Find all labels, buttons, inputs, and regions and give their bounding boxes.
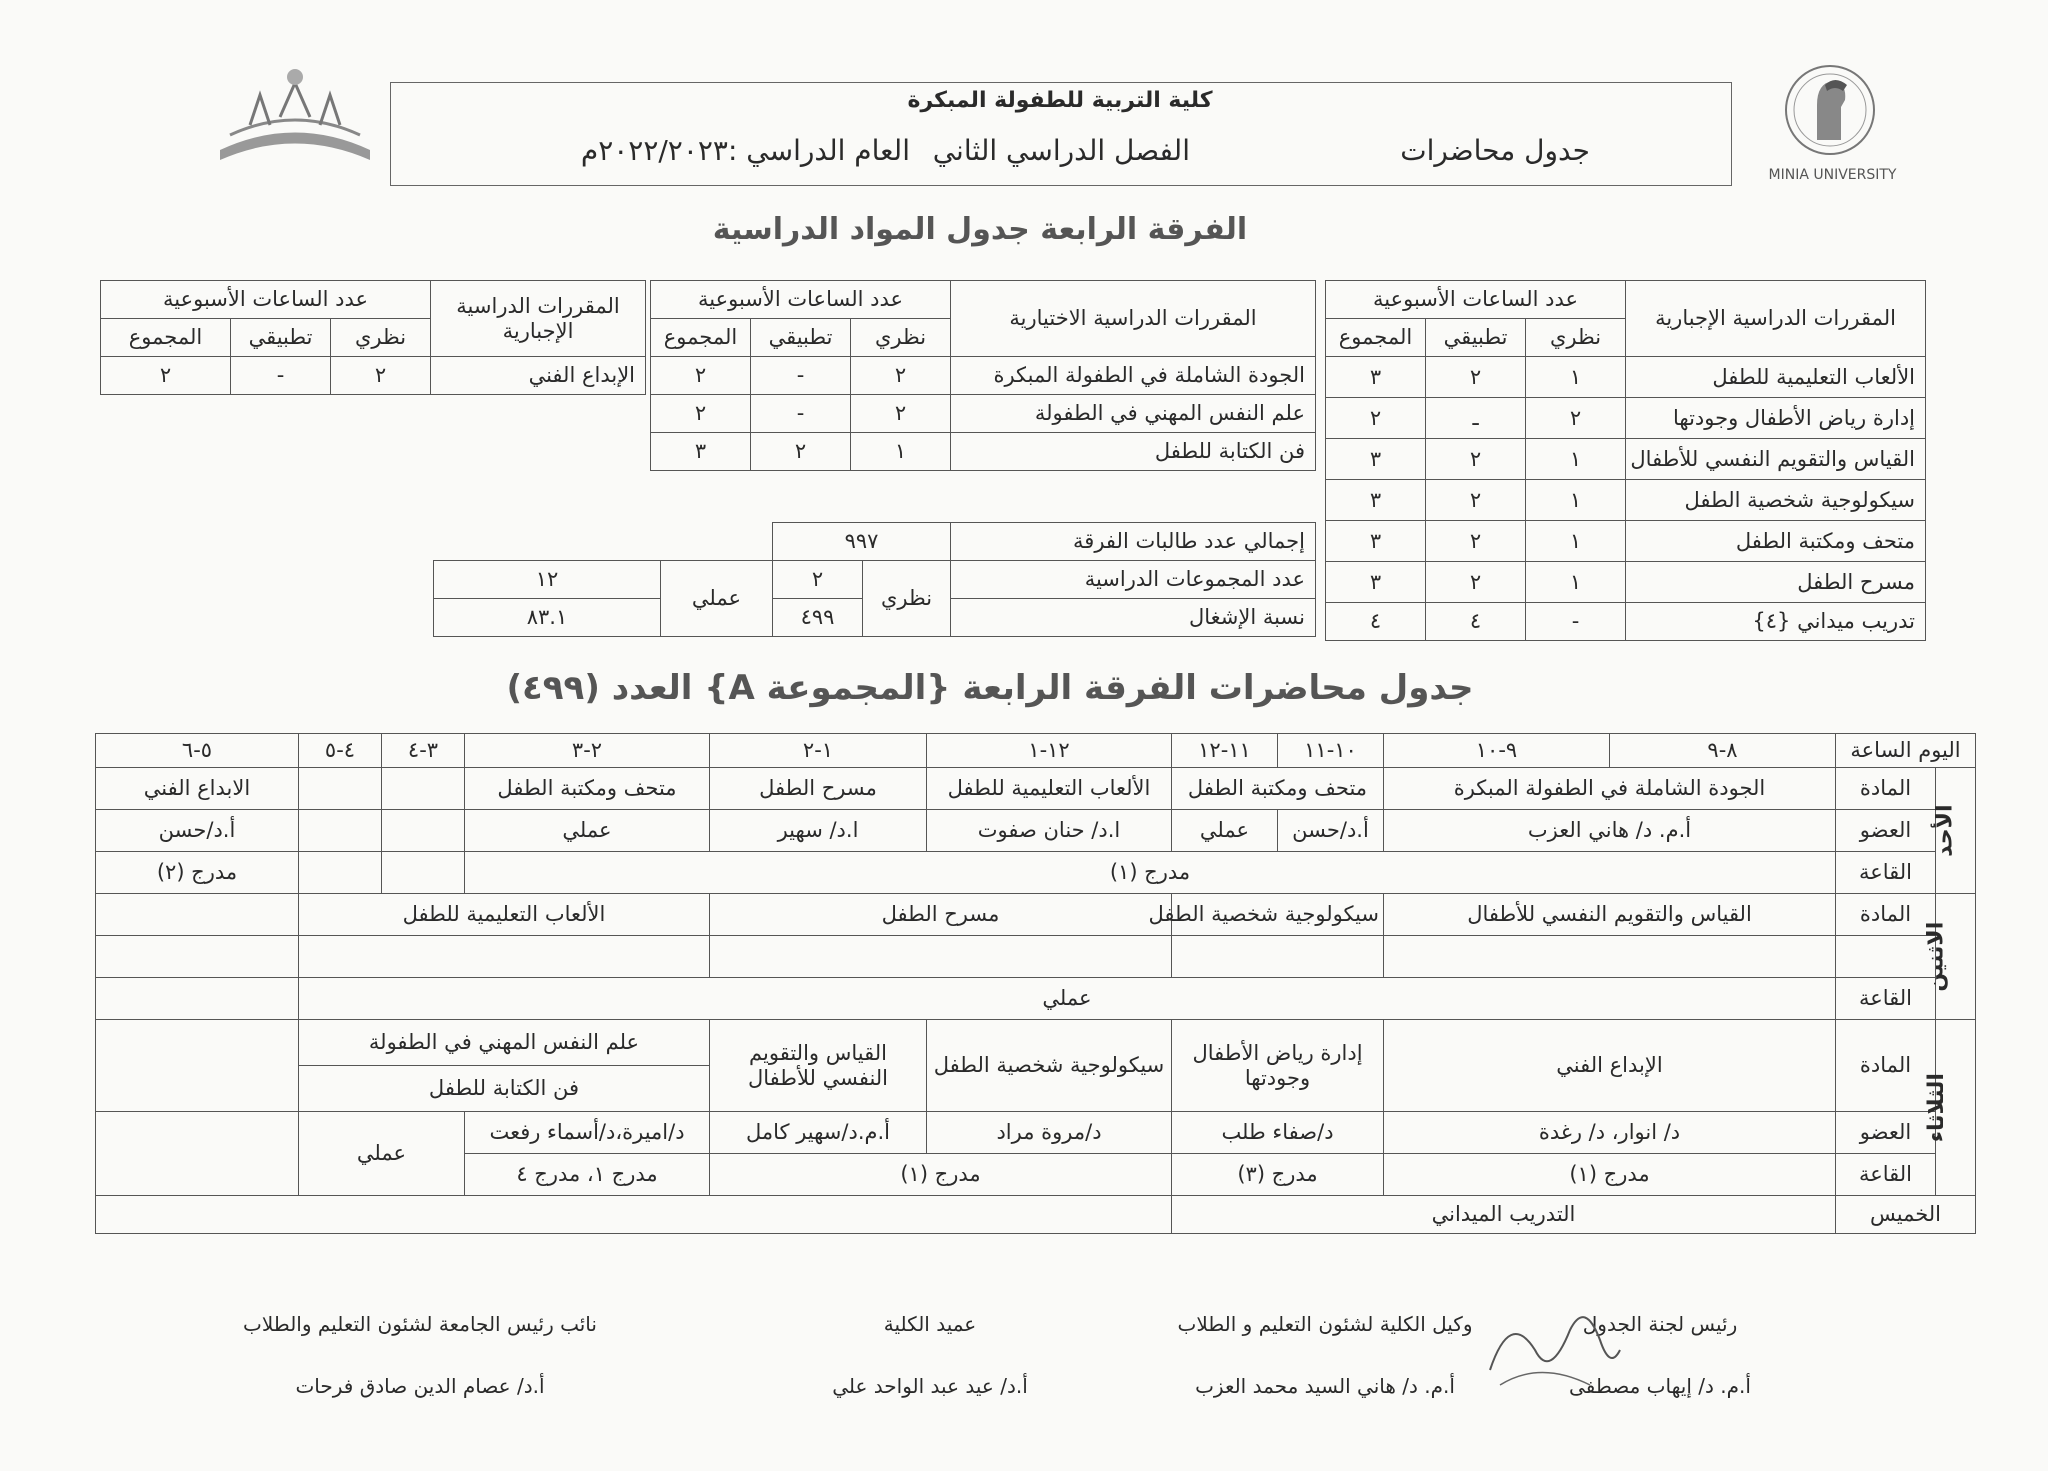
signature-name: أ.د/ عصام الدين صادق فرحات: [295, 1374, 545, 1398]
col-theory: نظري: [851, 319, 951, 357]
schedule-cell: د/اميرة،د/أسماء رفعت: [465, 1112, 710, 1154]
theory-hours: ٢: [331, 357, 431, 395]
monday-hall-row: [96, 978, 1976, 1020]
schedule-title: جدول محاضرات الفرقة الرابعة {المجموعة A} العدد (٤٩٩): [506, 668, 1474, 708]
schedule-cell: [96, 1112, 299, 1196]
practical-hours: -: [751, 395, 851, 433]
signature-title: عميد الكلية: [883, 1312, 977, 1336]
subject-name: القياس والتقويم النفسي للأطفال: [1626, 439, 1926, 480]
table-row: [1326, 521, 1926, 562]
schedule-cell: الألعاب التعليمية للطفل: [927, 768, 1172, 810]
theory-label: نظري: [863, 561, 951, 637]
faculty-name: كلية التربية للطفولة المبكرة: [907, 88, 1213, 113]
table-row: [1326, 439, 1926, 480]
subject-name: مسرح الطفل: [1626, 562, 1926, 603]
schedule-cell: [299, 810, 382, 852]
total-hours: ٢: [1326, 398, 1426, 439]
schedule-cell: [96, 1196, 1172, 1234]
practical-hours: ٢: [1426, 521, 1526, 562]
row-label-hall: القاعة: [1836, 978, 1936, 1020]
monday-subject-row: [96, 894, 1976, 936]
schedule-cell: متحف ومكتبة الطفل: [1172, 768, 1384, 810]
table-row: [651, 357, 1316, 395]
occupancy-label: نسبة الإشغال: [951, 599, 1316, 637]
col-practical: تطبيقي: [231, 319, 331, 357]
hours-header: عدد الساعات الأسبوعية: [101, 281, 431, 319]
sunday-hall-row: [96, 852, 1976, 894]
subjects-title: الفرقة الرابعة جدول المواد الدراسية: [712, 212, 1248, 247]
schedule-cell: القياس والتقويم النفسي للأطفال: [710, 1020, 927, 1112]
subject-name: الألعاب التعليمية للطفل: [1626, 357, 1926, 398]
row-label-subject: المادة: [1836, 768, 1936, 810]
schedule-cell: أ.د/حسن: [1278, 810, 1384, 852]
practical-hours: ٢: [751, 433, 851, 471]
schedule-cell: [299, 1020, 710, 1112]
schedule-cell: الجودة الشاملة في الطفولة المبكرة: [1384, 768, 1836, 810]
groups-practical: ١٢: [434, 561, 661, 599]
schedule-cell: [1384, 936, 1836, 978]
schedule-cell: الإبداع الفني: [1384, 1020, 1836, 1112]
handwritten-signature: [1480, 1290, 1630, 1410]
elective-header: المقررات الدراسية الاختيارية: [951, 281, 1316, 357]
schedule-cell: [96, 1020, 299, 1112]
total-hours: ٢: [651, 395, 751, 433]
mandatory-left-header: المقررات الدراسية الإجبارية: [431, 281, 646, 357]
col-total: المجموع: [651, 319, 751, 357]
schedule-cell: [299, 936, 710, 978]
groups-label: عدد المجموعات الدراسية: [951, 561, 1316, 599]
occupancy-practical: ٨٣.١: [434, 599, 661, 637]
row-label-hall: القاعة: [1836, 852, 1936, 894]
day-thursday: الخميس: [1836, 1196, 1976, 1234]
theory-hours: ١: [1526, 562, 1626, 603]
subject-name: تدريب ميداني {٤}: [1626, 603, 1926, 641]
row-label-hall: القاعة: [1836, 1154, 1936, 1196]
total-hours: ٣: [1326, 562, 1426, 603]
day-time-header: اليوم الساعة: [1836, 734, 1976, 768]
schedule-cell: ا.د/ حنان صفوت: [927, 810, 1172, 852]
theory-hours: ٢: [1526, 398, 1626, 439]
total-hours: ٤: [1326, 603, 1426, 641]
schedule-cell: [299, 852, 382, 894]
row-label-member: العضو: [1836, 1112, 1936, 1154]
schedule-cell: أ.م.د/سهير كامل: [710, 1112, 927, 1154]
schedule-cell: مسرح الطفل: [710, 894, 1172, 936]
schedule-cell: مدرج (٣): [1172, 1154, 1384, 1196]
practical-label: عملي: [661, 561, 773, 637]
total-hours: ٣: [1326, 521, 1426, 562]
total-hours: ٣: [1326, 439, 1426, 480]
schedule-cell: التدريب الميداني: [1172, 1196, 1836, 1234]
total-hours: ٣: [1326, 480, 1426, 521]
schedule-cell: مدرج (٢): [96, 852, 299, 894]
table-row: [651, 433, 1316, 471]
slot-header: ١١-١٢: [1172, 734, 1278, 768]
table-row: [1326, 398, 1926, 439]
schedule-cell: [382, 768, 465, 810]
table-row: [101, 357, 646, 395]
slot-header: ٢-٣: [465, 734, 710, 768]
hours-header: عدد الساعات الأسبوعية: [1326, 281, 1626, 319]
total-hours: ٢: [651, 357, 751, 395]
theory-hours: ١: [1526, 480, 1626, 521]
monday-empty-row: [96, 936, 1976, 978]
total-hours: ٣: [1326, 357, 1426, 398]
slot-header: ١-٢: [710, 734, 927, 768]
semester-label: الفصل الدراسي الثاني: [932, 134, 1190, 167]
slot-header: ٩-١٠: [1384, 734, 1610, 768]
academic-year: العام الدراسي :٢٠٢٢/٢٠٢٣م: [580, 134, 910, 167]
tuesday-s5-subject-a: علم النفس المهني في الطفولة: [299, 1020, 709, 1066]
table-row: [1326, 357, 1926, 398]
schedule-cell: [710, 936, 1172, 978]
schedule-cell: [96, 978, 299, 1020]
hours-header: عدد الساعات الأسبوعية: [651, 281, 951, 319]
subject-name: متحف ومكتبة الطفل: [1626, 521, 1926, 562]
theory-hours: ٢: [851, 357, 951, 395]
subject-name: فن الكتابة للطفل: [951, 433, 1316, 471]
schedule-cell: د/مروة مراد: [927, 1112, 1172, 1154]
row-label-subject: المادة: [1836, 1020, 1936, 1112]
schedule-cell: مدرج (١): [710, 1154, 1172, 1196]
slot-header: ١٠-١١: [1278, 734, 1384, 768]
schedule-cell: أ.د/حسن: [96, 810, 299, 852]
slot-header: ٨-٩: [1610, 734, 1836, 768]
schedule-cell: متحف ومكتبة الطفل: [465, 768, 710, 810]
subject-name: إدارة رياض الأطفال وجودتها: [1626, 398, 1926, 439]
day-tuesday: الثلاثاء: [1936, 1020, 1976, 1196]
students-label: إجمالي عدد طالبات الفرقة: [951, 523, 1316, 561]
schedule-cell: عملي: [465, 810, 710, 852]
row-label-subject: المادة: [1836, 894, 1936, 936]
mandatory-left-table: [100, 280, 646, 395]
signature-title: وكيل الكلية لشئون التعليم و الطلاب: [1177, 1312, 1473, 1336]
theory-hours: ٢: [851, 395, 951, 433]
day-monday: الاثنين: [1936, 894, 1976, 1020]
subject-name: الجودة الشاملة في الطفولة المبكرة: [951, 357, 1316, 395]
schedule-cell: مدرج (١): [1384, 1154, 1836, 1196]
signature-block: [1140, 1312, 1510, 1398]
schedule-cell: مسرح الطفل: [710, 768, 927, 810]
signature-block: [760, 1312, 1100, 1398]
col-theory: نظري: [331, 319, 431, 357]
schedule-cell: مدرج (١): [465, 852, 1836, 894]
schedule-cell: الابداع الفني: [96, 768, 299, 810]
col-total: المجموع: [1326, 319, 1426, 357]
total-hours: ٣: [651, 433, 751, 471]
groups-theory: ٢: [773, 561, 863, 599]
day-sunday: الأحد: [1936, 768, 1976, 894]
slot-header: ١٢-١: [927, 734, 1172, 768]
slot-header: ٣-٤: [382, 734, 465, 768]
elective-subjects-table: [650, 280, 1316, 471]
sunday-subject-row: [96, 768, 1976, 810]
theory-hours: ١: [1526, 439, 1626, 480]
col-theory: نظري: [1526, 319, 1626, 357]
col-practical: تطبيقي: [1426, 319, 1526, 357]
theory-hours: ١: [1526, 521, 1626, 562]
schedule-cell: د/صفاء طلب: [1172, 1112, 1384, 1154]
tuesday-member-row: [96, 1112, 1976, 1154]
slot-header: ٤-٥: [299, 734, 382, 768]
signature-name: أ.م. د/ إيهاب مصطفى: [1569, 1374, 1751, 1398]
theory-hours: ١: [851, 433, 951, 471]
stats-table: [433, 522, 1316, 637]
mandatory-header: المقررات الدراسية الإجبارية: [1626, 281, 1926, 357]
schedule-cell: عملي: [1172, 810, 1278, 852]
schedule-cell: سيكولوجية شخصية الطفل: [927, 1020, 1172, 1112]
theory-hours: ١: [1526, 357, 1626, 398]
mandatory-subjects-table: [1325, 280, 1926, 641]
schedule-cell: القياس والتقويم النفسي للأطفال: [1384, 894, 1836, 936]
signature-title: رئيس لجنة الجدول: [1582, 1312, 1738, 1336]
schedule-cell: الألعاب التعليمية للطفل: [299, 894, 710, 936]
row-label-member: العضو: [1836, 810, 1936, 852]
thursday-row: [96, 1196, 1976, 1234]
table-row: [1326, 480, 1926, 521]
total-hours: ٢: [101, 357, 231, 395]
schedule-cell: سيكولوجية شخصية الطفل: [1172, 894, 1384, 936]
signature-name: أ.د/ عيد عبد الواحد علي: [832, 1374, 1028, 1398]
subject-name: سيكولوجية شخصية الطفل: [1626, 480, 1926, 521]
table-row: [1326, 603, 1926, 641]
signature-title: نائب رئيس الجامعة لشئون التعليم والطلاب: [243, 1312, 597, 1336]
practical-hours: ـ: [1426, 398, 1526, 439]
schedule-cell: أ.م. د/ هاني العزب: [1384, 810, 1836, 852]
schedule-cell: [96, 894, 299, 936]
table-row: [651, 395, 1316, 433]
schedule-cell: عملي: [299, 978, 1836, 1020]
schedule-cell: د/ انوار، د/ رغدة: [1384, 1112, 1836, 1154]
theory-hours: -: [1526, 603, 1626, 641]
schedule-cell: [382, 852, 465, 894]
signature-block: [200, 1312, 640, 1398]
practical-hours: ٢: [1426, 562, 1526, 603]
schedule-cell: مدرج ١، مدرج ٤: [465, 1154, 710, 1196]
practical-hours: ٢: [1426, 439, 1526, 480]
schedule-cell: [1172, 936, 1384, 978]
practical-hours: -: [751, 357, 851, 395]
faculty-logo: [200, 55, 390, 185]
practical-hours: -: [231, 357, 331, 395]
students-value: ٩٩٧: [773, 523, 951, 561]
subject-name: الإبداع الفني: [431, 357, 646, 395]
signature-name: أ.م. د/ هاني السيد محمد العزب: [1195, 1374, 1455, 1398]
col-practical: تطبيقي: [751, 319, 851, 357]
tuesday-subject-row: [96, 1020, 1976, 1112]
practical-hours: ٢: [1426, 357, 1526, 398]
minia-university-logo: [1755, 55, 1905, 185]
slot-header: ٥-٦: [96, 734, 299, 768]
sunday-member-row: [96, 810, 1976, 852]
schedule-cell: عملي: [299, 1112, 465, 1196]
schedule-cell: [299, 768, 382, 810]
schedule-cell: إدارة رياض الأطفال وجودتها: [1172, 1020, 1384, 1112]
schedule-cell: ا.د/ سهير: [710, 810, 927, 852]
practical-hours: ٤: [1426, 603, 1526, 641]
col-total: المجموع: [101, 319, 231, 357]
schedule-cell: [96, 936, 299, 978]
practical-hours: ٢: [1426, 480, 1526, 521]
university-logo-text: MINIA UNIVERSITY: [1768, 167, 1897, 183]
weekly-schedule-table: [95, 733, 1976, 1234]
table-row: [1326, 562, 1926, 603]
occupancy-theory: ٤٩٩: [773, 599, 863, 637]
schedule-label: جدول محاضرات: [1400, 134, 1590, 167]
schedule-cell: [382, 810, 465, 852]
tuesday-s5-subject-b: فن الكتابة للطفل: [428, 1076, 580, 1100]
subject-name: علم النفس المهني في الطفولة: [951, 395, 1316, 433]
